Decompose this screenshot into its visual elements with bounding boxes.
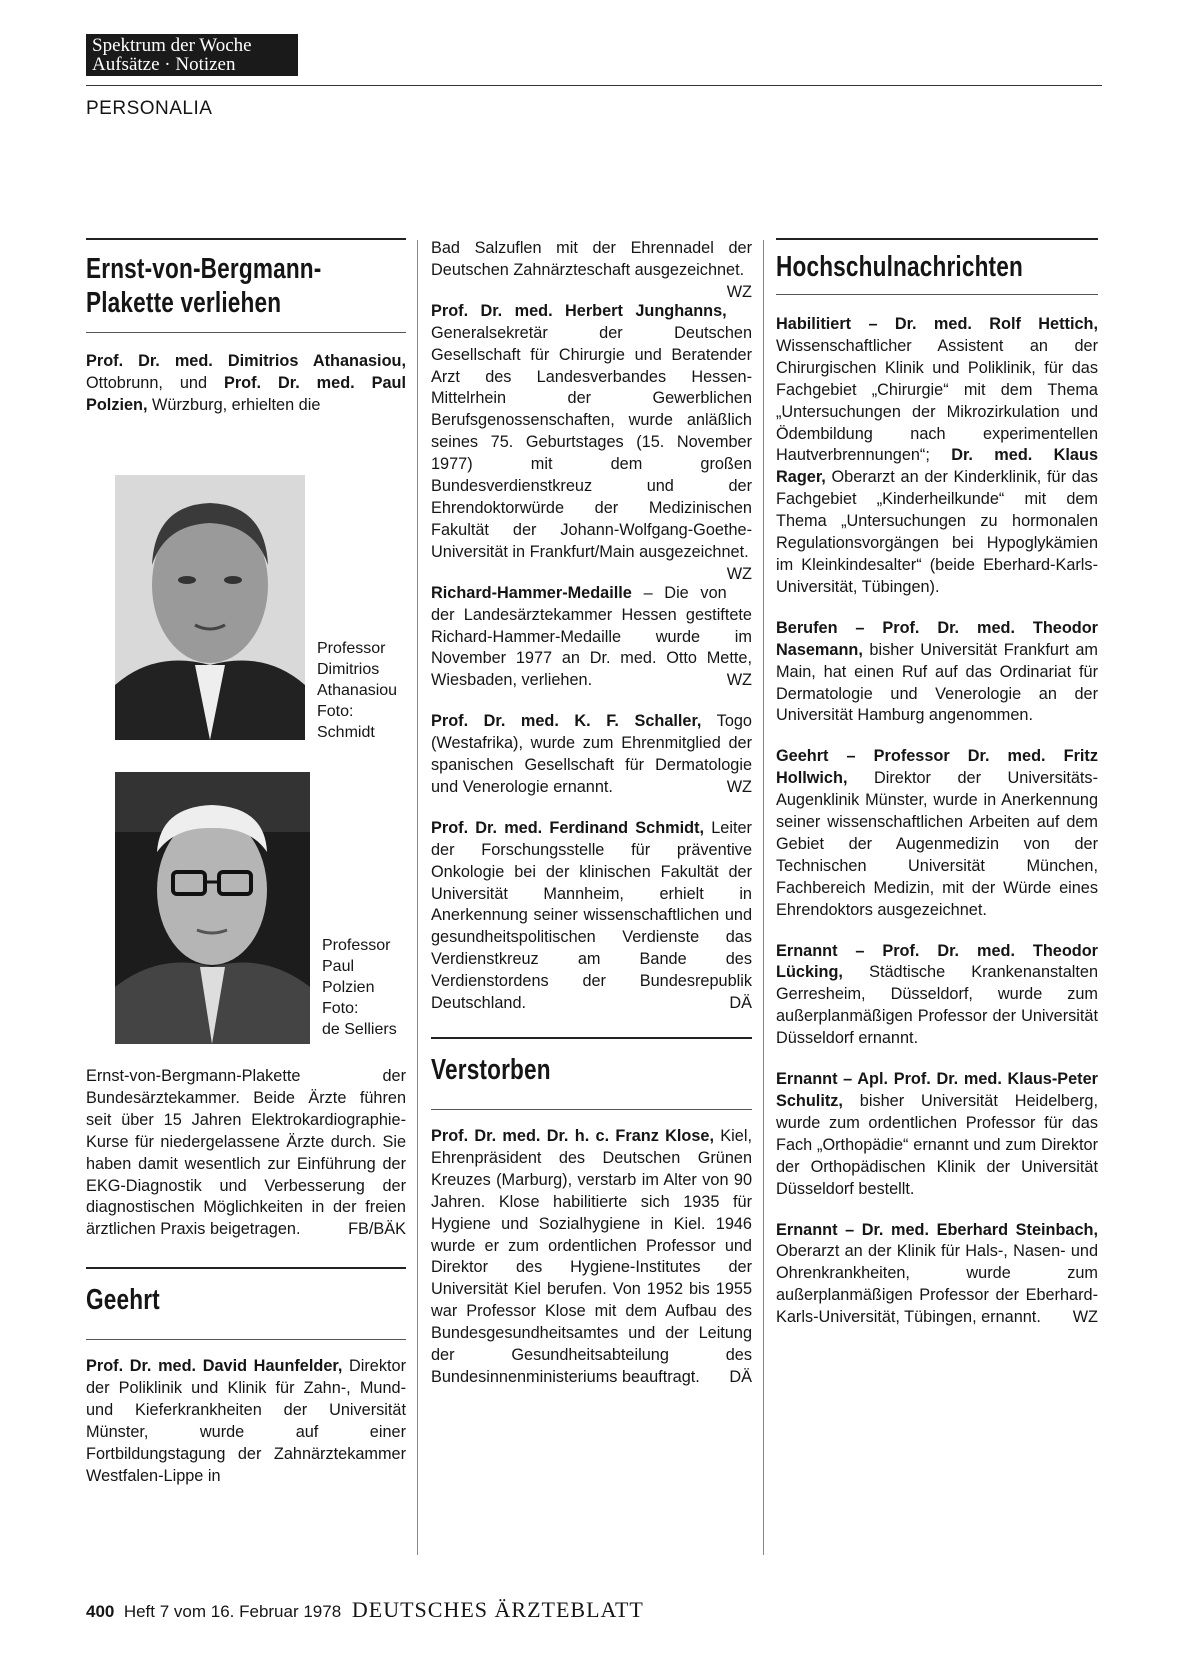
column-1: [86, 238, 406, 417]
caption-line: Foto:: [317, 703, 354, 720]
item-ernannt-schulitz: [776, 1069, 1098, 1200]
photo1-caption: [317, 638, 397, 743]
header-line-1: Spektrum der Woche: [92, 35, 252, 56]
verstorben-heading: Verstorben: [431, 1054, 551, 1086]
heading-rule-bottom: [431, 1109, 752, 1110]
person-name: Prof. Dr. med. Ferdinand Schmidt,: [431, 818, 705, 837]
page-number: 400: [86, 1602, 115, 1621]
item-text: Oberarzt an der Kinderklinik, für das Fachgebiet „Kinderheilkunde“ mit dem Thema „Untersuchungen zu hormonalen Regulationsvorgängen bei Hypoglykämien im Kleinkindesalter“ (beide Eberhard-Karls-Universität, Tübingen).: [776, 468, 1098, 596]
caption-line: Paul: [322, 958, 355, 975]
person-name: Prof. Dr. med. Paul Polzien,: [86, 373, 406, 414]
heading-line-1: Ernst-von-Bergmann-: [86, 253, 322, 285]
source-tag: FB/BÄK: [348, 1220, 406, 1239]
item-klose: [431, 1126, 752, 1389]
item-text: Direktor der Universitäts-Augenklinik Münster, wurde in Anerkennung seiner wissenschaftlichen Arbeiten auf dem Gebiet der Augenmedizin von der Technischen Universität München, Fachbereich Medizin, mit der Würde eines Ehrendoktors ausgezeichnet.: [776, 769, 1098, 919]
header-line-2: Aufsätze · Notizen: [92, 54, 236, 75]
article-heading-geehrt: [86, 1269, 406, 1327]
item-text: Oberarzt an der Klinik für Hals-, Nasen- und Ohrenkrankheiten, wurde zum außerplanmäßigen Professor der Eberhard-Karls-Universität, Tübingen, ernannt.: [776, 1242, 1098, 1327]
issue-info: Heft 7 vom 16. Februar 1978: [123, 1602, 342, 1621]
caption-line: Polzien: [322, 979, 375, 996]
caption-line: Foto:: [322, 1000, 359, 1017]
caption-line: Athanasiou: [317, 682, 398, 699]
portrait-athanasiou-image: [115, 475, 305, 740]
caption-line: de Selliers: [322, 1021, 397, 1038]
person-name: Dr. med. Klaus Rager,: [776, 446, 1098, 487]
intro-text-1: Ottobrunn, und: [86, 373, 224, 392]
item-text: bisher Universität Heidelberg, wurde zum ordentlichen Professor für das Fach „Orthopädie“ ernannt und zum Direktor der Orthopädischen Klinik der Universität Düsseldorf bestellt.: [776, 1092, 1098, 1198]
heading-line-2: Plakette verliehen: [86, 287, 282, 319]
person-name: Ernannt – Dr. med. Eberhard Steinbach,: [776, 1220, 1098, 1239]
item-text: bisher Universität Frankfurt am Main, hat einen Ruf auf das Ordinariat für Dermatologie und Venerologie an der Universität Hamburg angenommen.: [776, 640, 1098, 725]
intro-text-2: Würzburg, erhielten die: [147, 395, 321, 414]
heading-rule-bottom: [776, 294, 1098, 295]
item-ernannt-luecking: [776, 941, 1098, 1051]
plakette-body-text: Ernst-von-Bergmann-Plakette der Bundesärztekammer. Beide Ärzte führen seit über 15 Jahren Elektrokardiographie-Kurse für niedergelassene Ärzte durch. Sie haben damit wesentlich zur Einführung der EKG-Diagnostik und Verbesserung der diagnostischen Möglichkeiten in der freien ärztlichen Praxis beigetragen.: [86, 1067, 406, 1239]
article-heading-verstorben: [431, 1039, 752, 1097]
item-ernannt-steinbach: [776, 1220, 1098, 1330]
heading-rule-bottom: [86, 332, 406, 333]
column-divider-2: [763, 240, 764, 1555]
item-text: – Die von der Landesärztekammer Hessen gestiftete Richard-Hammer-Medaille wurde im November 1977 an Dr. med. Otto Mette, Wiesbaden, verliehen.: [431, 583, 752, 690]
column-2: [431, 238, 752, 1389]
section-label: PERSONALIA: [86, 98, 213, 119]
masthead: DEUTSCHES ÄRZTEBLATT: [351, 1597, 644, 1622]
item-text: Togo (Westafrika), wurde zum Ehrenmitglied der spanischen Gesellschaft für Dermatologie und Venerologie ernannt.: [431, 712, 752, 796]
portrait-photo-polzien: [115, 772, 310, 1044]
person-name: Berufen – Prof. Dr. med. Theodor Nasemann,: [776, 618, 1098, 659]
geehrt-text: Direktor der Poliklinik und Klinik für Zahn-, Mund- und Kieferkrankheiten der Universität Münster, wurde auf einer Fortbildungstagung der Zahnärztekammer Westfalen-Lippe in: [86, 1357, 406, 1485]
plakette-intro: [86, 351, 406, 417]
item-text: Generalsekretär der Deutschen Gesellschaft für Chirurgie und Beratender Arzt des Landesverbandes Hessen-Mittelrhein der Gewerblichen Berufsgenossenschaften, wurde anläßlich seines 75. Geburtstages (15. November 1977) mit dem großen Bundesverdienstkreuz und der Ehrendoktorwürde der Medizinischen Fakultät der Johann-Wolfgang-Goethe-Universität in Frankfurt/Main ausgezeichnet.: [431, 323, 752, 561]
geehrt-heading: Geehrt: [86, 1284, 160, 1317]
section-header-box: [86, 34, 298, 76]
caption-line: Professor: [317, 640, 386, 657]
person-name: Geehrt – Professor Dr. med. Fritz Hollwich,: [776, 747, 1098, 788]
source-tag: DÄ: [729, 994, 752, 1013]
person-name: Prof. Dr. med. Herbert Junghanns,: [431, 301, 727, 320]
source-tag: DÄ: [729, 1367, 752, 1386]
item-text: Städtische Krankenanstalten Gerresheim, Düsseldorf, wurde zum außerplanmäßigen Professor der Universität Düsseldorf ernannt.: [776, 963, 1098, 1048]
item-schmidt: [431, 818, 752, 1015]
source-tag: WZ: [726, 777, 752, 796]
geehrt-haunfelder: [86, 1356, 406, 1487]
portrait-polzien-image: [115, 772, 310, 1044]
col2-continuation: [431, 238, 752, 301]
item-text: Wissenschaftlicher Assistent an der Chirurgischen Klinik und Poliklinik, für das Fachgebiet „Chirurgie“ mit dem Thema „Untersuchungen der Mikrozirkulation und Ödembildung nach experimentellen Hautverbrennungen“;: [776, 336, 1098, 465]
article-heading-hochschul: [776, 240, 1098, 290]
person-name: Prof. Dr. med. K. F. Schaller,: [431, 712, 702, 731]
column-3: [776, 238, 1098, 1329]
source-tag: WZ: [1072, 1308, 1098, 1327]
person-name: Ernannt – Prof. Dr. med. Theodor Lücking,: [776, 941, 1098, 982]
heading-rule-bottom: [86, 1339, 406, 1340]
item-hammer-medaille: [431, 583, 752, 693]
person-name: Ernannt – Apl. Prof. Dr. med. Klaus-Peter Schulitz,: [776, 1070, 1098, 1110]
source-tag: WZ: [726, 671, 752, 690]
source-tag: WZ: [726, 282, 752, 301]
caption-line: Dimitrios: [317, 661, 380, 678]
hochschul-heading: Hochschulnachrichten: [776, 251, 1023, 283]
item-habilitiert: [776, 314, 1098, 599]
award-name: Richard-Hammer-Medaille: [431, 583, 632, 602]
plakette-body: [86, 1066, 406, 1241]
column-1-lower: [86, 1066, 406, 1488]
article-heading-plakette: [86, 240, 406, 320]
item-text: Leiter der Forschungsstelle für präventive Onkologie bei der klinischen Fakultät der Universität Mannheim, erhielt in Anerkennung seiner wissenschaftlichen und gesundheitspolitischen Verdienste das Verdienstkreuz am Bande des Verdienstordens der Bundesrepublik Deutschland.: [431, 818, 752, 1013]
portrait-photo-athanasiou: [115, 475, 305, 740]
item-junghanns: [431, 301, 752, 583]
item-schaller: [431, 711, 752, 799]
column-divider-1: [417, 240, 418, 1555]
caption-line: Schmidt: [317, 724, 375, 741]
photo2-caption: [322, 935, 397, 1040]
page-footer: [86, 1597, 644, 1623]
person-name: Prof. Dr. med. Dimitrios Athanasiou,: [86, 352, 406, 370]
person-name: Prof. Dr. med. David Haunfelder,: [86, 1357, 343, 1376]
top-rule: [86, 85, 1102, 86]
person-name: Prof. Dr. med. Dr. h. c. Franz Klose,: [431, 1127, 714, 1145]
item-text: Kiel, Ehrenpräsident des Deutschen Grünen Kreuzes (Marburg), verstarb im Alter von 90 Jahren. Klose habilitierte sich 1935 für Hygiene und Sozialhygiene in Kiel. 1946 wurde er zum ordentlichen Professor und Direktor des Hygiene-Institutes der Universität Kiel berufen. Von 1952 bis 1955 war Professor Klose mit dem Aufbau des Bundesgesundheitsamtes und der Leitung der Gesundheitsabteilung des Bundesinnenministeriums beauftragt.: [431, 1127, 752, 1386]
caption-line: Professor: [322, 937, 391, 954]
item-geehrt-hollwich: [776, 746, 1098, 921]
item-berufen: [776, 618, 1098, 728]
person-name: Habilitiert – Dr. med. Rolf Hettich,: [776, 315, 1098, 333]
source-tag: WZ: [726, 564, 752, 583]
continuation-text: Bad Salzuflen mit der Ehrennadel der Deutschen Zahnärzteschaft ausgezeichnet.: [431, 239, 752, 279]
